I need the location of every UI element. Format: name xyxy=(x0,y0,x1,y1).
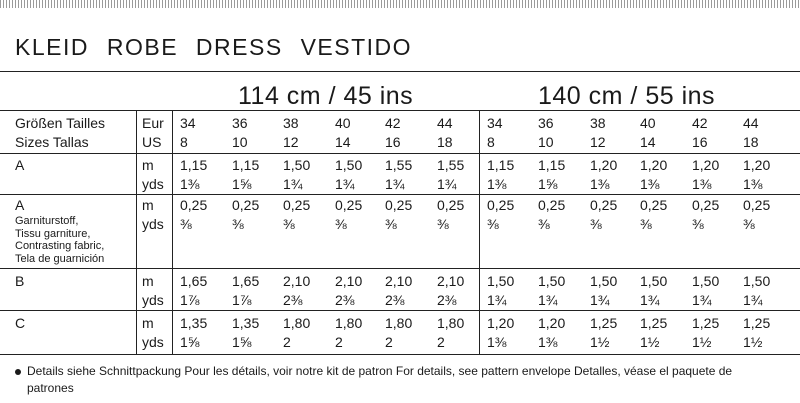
width-rule xyxy=(0,110,800,111)
yards-114-cell: 2⅜ xyxy=(283,292,303,308)
width-114-header: 114 cm / 45 ins xyxy=(238,82,414,110)
meters-140-cell: 1,50 xyxy=(538,273,566,289)
eur-size-140: 34 xyxy=(487,115,503,131)
us-size-114: 14 xyxy=(335,134,351,150)
meters-140-cell: 1,50 xyxy=(590,273,618,289)
yards-114-cell: 1¾ xyxy=(385,176,405,192)
yards-114-cell: 1¾ xyxy=(335,176,355,192)
meters-140-cell: 1,20 xyxy=(590,157,618,173)
yards-140-cell: ⅜ xyxy=(692,216,704,232)
yards-140-cell: 1¾ xyxy=(640,292,660,308)
meters-114-cell: 0,25 xyxy=(232,197,260,213)
yards-114-cell: ⅜ xyxy=(283,216,295,232)
meters-140-cell: 1,50 xyxy=(640,273,668,289)
row-rule xyxy=(0,194,800,195)
yards-140-cell: 1½ xyxy=(590,334,610,350)
yards-114-cell: 1⅞ xyxy=(180,292,200,308)
yards-140-cell: 1⅜ xyxy=(692,176,712,192)
meters-114-cell: 1,15 xyxy=(180,157,208,173)
eur-size-114: 38 xyxy=(283,115,299,131)
eur-size-140: 40 xyxy=(640,115,656,131)
view-label: C xyxy=(15,315,26,331)
row-rule xyxy=(0,310,800,311)
unit-m-label: m xyxy=(142,157,154,173)
meters-140-cell: 1,20 xyxy=(640,157,668,173)
meters-140-cell: 0,25 xyxy=(692,197,720,213)
yards-114-cell: 1⅜ xyxy=(180,176,200,192)
eur-size-114: 40 xyxy=(335,115,351,131)
yards-140-cell: 1½ xyxy=(743,334,763,350)
unit-m-label: m xyxy=(142,315,154,331)
width-column-divider xyxy=(479,110,480,354)
size-label-en-es: Sizes Tallas xyxy=(15,134,89,150)
yards-140-cell: 1¾ xyxy=(487,292,507,308)
us-size-140: 16 xyxy=(692,134,708,150)
meters-114-cell: 2,10 xyxy=(437,273,465,289)
yards-114-cell: 2 xyxy=(385,334,393,350)
meters-140-cell: 0,25 xyxy=(640,197,668,213)
yards-114-cell: ⅜ xyxy=(335,216,347,232)
yards-114-cell: 2 xyxy=(283,334,291,350)
yards-140-cell: 1⅜ xyxy=(590,176,610,192)
yards-114-cell: 1¾ xyxy=(283,176,303,192)
meters-114-cell: 1,50 xyxy=(283,157,311,173)
us-size-114: 8 xyxy=(180,134,188,150)
yards-114-cell: ⅜ xyxy=(385,216,397,232)
meters-114-cell: 2,10 xyxy=(335,273,363,289)
page-title: KLEID ROBE DRESS VESTIDO xyxy=(15,34,413,60)
meters-114-cell: 1,50 xyxy=(335,157,363,173)
eur-size-140: 44 xyxy=(743,115,759,131)
yards-114-cell: 2⅜ xyxy=(385,292,405,308)
meters-140-cell: 1,15 xyxy=(487,157,515,173)
meters-140-cell: 1,50 xyxy=(743,273,771,289)
meters-114-cell: 1,35 xyxy=(232,315,260,331)
meters-140-cell: 1,25 xyxy=(743,315,771,331)
width-140-header: 140 cm / 55 ins xyxy=(538,82,716,110)
unit-m-label: m xyxy=(142,197,154,213)
yards-140-cell: 1⅜ xyxy=(487,334,507,350)
meters-114-cell: 1,80 xyxy=(385,315,413,331)
meters-140-cell: 1,50 xyxy=(487,273,515,289)
yards-140-cell: ⅜ xyxy=(590,216,602,232)
us-size-114: 12 xyxy=(283,134,299,150)
eur-size-114: 44 xyxy=(437,115,453,131)
meters-140-cell: 1,15 xyxy=(538,157,566,173)
yards-140-cell: 1⅜ xyxy=(538,334,558,350)
view-sublabel: Garniturstoff, xyxy=(15,215,79,227)
yards-114-cell: 1⅝ xyxy=(232,334,252,350)
meters-140-cell: 0,25 xyxy=(743,197,771,213)
yards-114-cell: ⅜ xyxy=(437,216,449,232)
eur-size-114: 34 xyxy=(180,115,196,131)
unit-yds-label: yds xyxy=(142,334,164,350)
meters-114-cell: 1,80 xyxy=(437,315,465,331)
yards-140-cell: ⅜ xyxy=(743,216,755,232)
unit-m-label: m xyxy=(142,273,154,289)
yards-140-cell: 1½ xyxy=(692,334,712,350)
meters-140-cell: 1,25 xyxy=(590,315,618,331)
yards-140-cell: 1⅜ xyxy=(487,176,507,192)
row-rule xyxy=(0,354,800,355)
title-rule xyxy=(0,71,800,72)
meters-114-cell: 2,10 xyxy=(385,273,413,289)
meters-140-cell: 1,20 xyxy=(692,157,720,173)
us-size-114: 18 xyxy=(437,134,453,150)
meters-114-cell: 1,55 xyxy=(385,157,413,173)
meters-114-cell: 0,25 xyxy=(283,197,311,213)
yards-140-cell: 1¾ xyxy=(538,292,558,308)
yards-140-cell: 1¾ xyxy=(590,292,610,308)
yards-140-cell: 1¾ xyxy=(692,292,712,308)
meters-140-cell: 1,50 xyxy=(692,273,720,289)
meters-114-cell: 0,25 xyxy=(180,197,208,213)
yards-114-cell: ⅜ xyxy=(180,216,192,232)
yards-114-cell: 2⅜ xyxy=(335,292,355,308)
meters-140-cell: 1,20 xyxy=(487,315,515,331)
yards-114-cell: 1⅞ xyxy=(232,292,252,308)
view-label: A xyxy=(15,197,25,213)
row-rule xyxy=(0,268,800,269)
us-size-140: 14 xyxy=(640,134,656,150)
view-sublabel: Contrasting fabric, xyxy=(15,240,105,252)
label-column-divider xyxy=(172,110,173,354)
bullet-icon xyxy=(15,369,21,375)
yards-114-cell: 2 xyxy=(335,334,343,350)
yards-114-cell: 1⅝ xyxy=(232,176,252,192)
yards-140-cell: 1⅝ xyxy=(538,176,558,192)
meters-140-cell: 1,20 xyxy=(538,315,566,331)
us-label: US xyxy=(142,134,162,150)
meters-140-cell: 1,25 xyxy=(640,315,668,331)
us-size-140: 12 xyxy=(590,134,606,150)
meters-140-cell: 0,25 xyxy=(590,197,618,213)
yards-114-cell: 2 xyxy=(437,334,445,350)
yards-114-cell: ⅜ xyxy=(232,216,244,232)
meters-114-cell: 0,25 xyxy=(437,197,465,213)
meters-114-cell: 1,80 xyxy=(283,315,311,331)
view-sublabel: Tela de guarnición xyxy=(15,252,105,265)
meters-140-cell: 0,25 xyxy=(538,197,566,213)
meters-140-cell: 1,20 xyxy=(743,157,771,173)
eur-size-114: 42 xyxy=(385,115,401,131)
us-size-140: 8 xyxy=(487,134,495,150)
view-label: B xyxy=(15,273,25,289)
yards-140-cell: 1¾ xyxy=(743,292,763,308)
meters-114-cell: 1,15 xyxy=(232,157,260,173)
meters-114-cell: 2,10 xyxy=(283,273,311,289)
yards-140-cell: 1⅜ xyxy=(743,176,763,192)
yards-114-cell: 1¾ xyxy=(437,176,457,192)
yards-114-cell: 1⅝ xyxy=(180,334,200,350)
yards-140-cell: 1½ xyxy=(640,334,660,350)
us-size-140: 10 xyxy=(538,134,554,150)
size-label-de-fr: Größen Tailles xyxy=(15,115,106,131)
yards-140-cell: ⅜ xyxy=(487,216,499,232)
unit-yds-label: yds xyxy=(142,292,164,308)
footnote-line1: Details siehe Schnittpackung Pour les détails, voir notre kit de patron For details, see pattern envelope Detalles, véase el paquete de xyxy=(27,364,733,378)
us-size-140: 18 xyxy=(743,134,759,150)
unit-column-divider xyxy=(136,110,137,354)
footnote-line2: patrones xyxy=(27,381,74,395)
us-size-114: 10 xyxy=(232,134,248,150)
meters-114-cell: 1,35 xyxy=(180,315,208,331)
top-hatch-border xyxy=(0,0,800,8)
us-size-114: 16 xyxy=(385,134,401,150)
yards-140-cell: 1⅜ xyxy=(640,176,660,192)
meters-114-cell: 1,55 xyxy=(437,157,465,173)
yards-140-cell: ⅜ xyxy=(538,216,550,232)
meters-140-cell: 1,25 xyxy=(692,315,720,331)
meters-114-cell: 0,25 xyxy=(385,197,413,213)
meters-114-cell: 1,65 xyxy=(232,273,260,289)
view-sublabel: Tissu garniture, xyxy=(15,227,91,240)
eur-size-114: 36 xyxy=(232,115,248,131)
size-header-rule xyxy=(0,153,800,154)
view-label: A xyxy=(15,157,25,173)
unit-yds-label: yds xyxy=(142,216,164,232)
meters-140-cell: 0,25 xyxy=(487,197,515,213)
meters-114-cell: 0,25 xyxy=(335,197,363,213)
eur-size-140: 38 xyxy=(590,115,606,131)
unit-yds-label: yds xyxy=(142,176,164,192)
yards-140-cell: ⅜ xyxy=(640,216,652,232)
eur-label: Eur xyxy=(142,115,164,131)
meters-114-cell: 1,80 xyxy=(335,315,363,331)
eur-size-140: 36 xyxy=(538,115,554,131)
yards-114-cell: 2⅜ xyxy=(437,292,457,308)
meters-114-cell: 1,65 xyxy=(180,273,208,289)
eur-size-140: 42 xyxy=(692,115,708,131)
